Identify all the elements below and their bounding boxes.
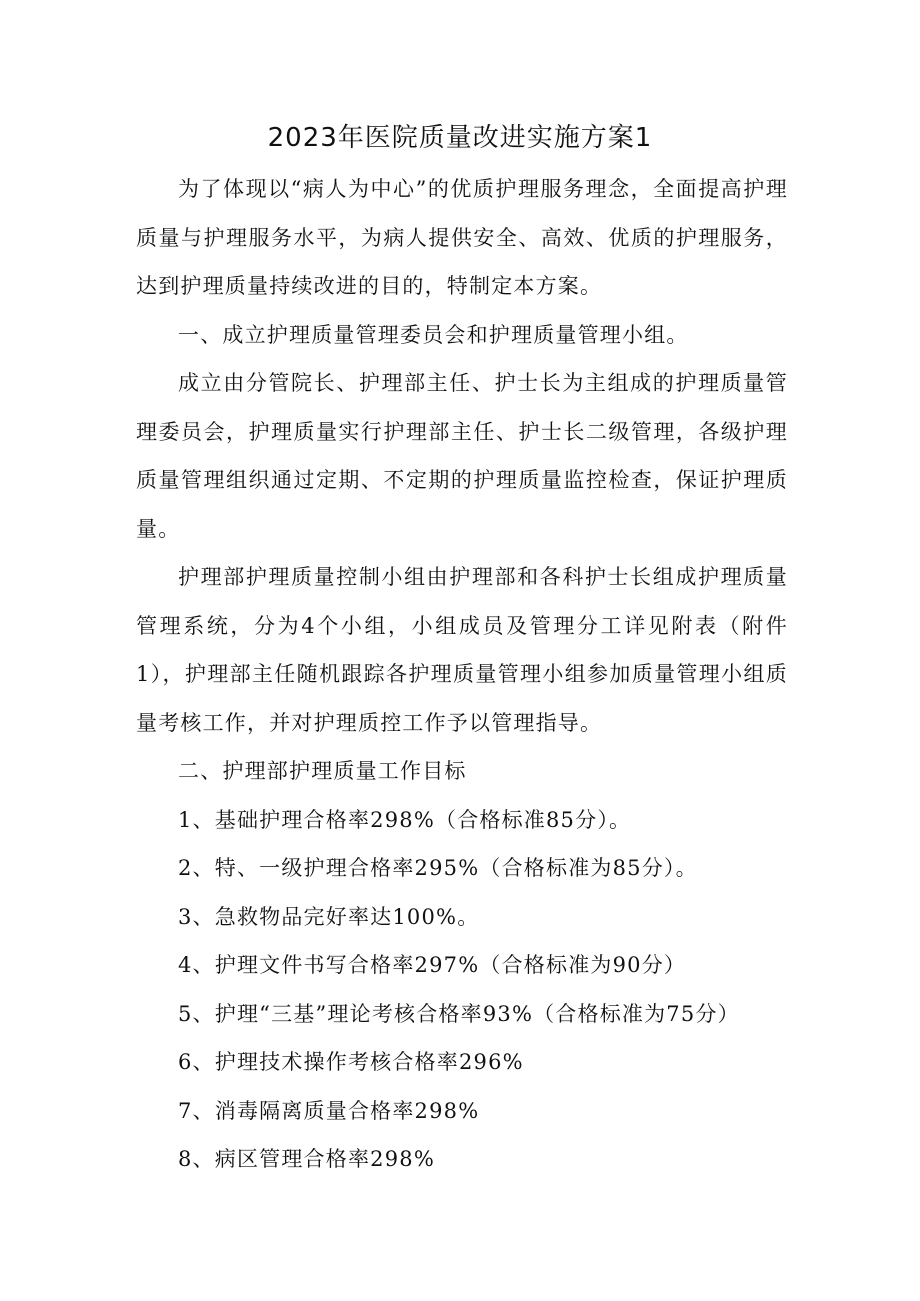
goal-item-4: 4、护理文件书写合格率297%（合格标准为90分） (178, 953, 687, 977)
paragraph-intro: 为了体现以“病人为中心”的优质护理服务理念，全面提高护理质量与护理服务水平，为病人提供安全、高效、优质的护理服务，达到护理质量持续改进的目的，特制定本方案。 (136, 177, 788, 298)
paragraph-committee: 成立由分管院长、护理部主任、护士长为主组成的护理质量管理委员会，护理质量实行护理部主任、护士长二级管理，各级护理质量管理组织通过定期、不定期的护理质量监控检查，保证护理质量。 (136, 371, 788, 541)
section-heading-2: 二、护理部护理质量工作目标 (178, 759, 467, 783)
goal-item-1: 1、基础护理合格率298%（合格标准85分）。 (178, 807, 632, 832)
section-heading-1: 一、成立护理质量管理委员会和护理质量管理小组。 (178, 322, 689, 347)
document-title: 2023年医院质量改进实施方案1 (267, 123, 653, 153)
goal-item-8: 8、病区管理合格率298% (178, 1147, 435, 1171)
goal-item-3: 3、急救物品完好率达100%。 (178, 904, 480, 929)
goal-item-7: 7、消毒隔离质量合格率298% (178, 1098, 480, 1123)
goal-item-6: 6、护理技术操作考核合格率296% (178, 1050, 524, 1074)
paragraph-control-group: 护理部护理质量控制小组由护理部和各科护士长组成护理质量管理系统，分为4个小组，小组成员及管理分工详见附表（附件1），护理部主任随机跟踪各护理质量管理小组参加质量管理小组质量考核工作，并对护理质控工作予以管理指导。 (136, 565, 788, 735)
goal-item-2: 2、特、一级护理合格率295%（合格标准为85分）。 (178, 856, 698, 880)
goal-item-5: 5、护理“三基”理论考核合格率93%（合格标准为75分） (178, 1001, 740, 1026)
document-body (136, 165, 788, 1184)
